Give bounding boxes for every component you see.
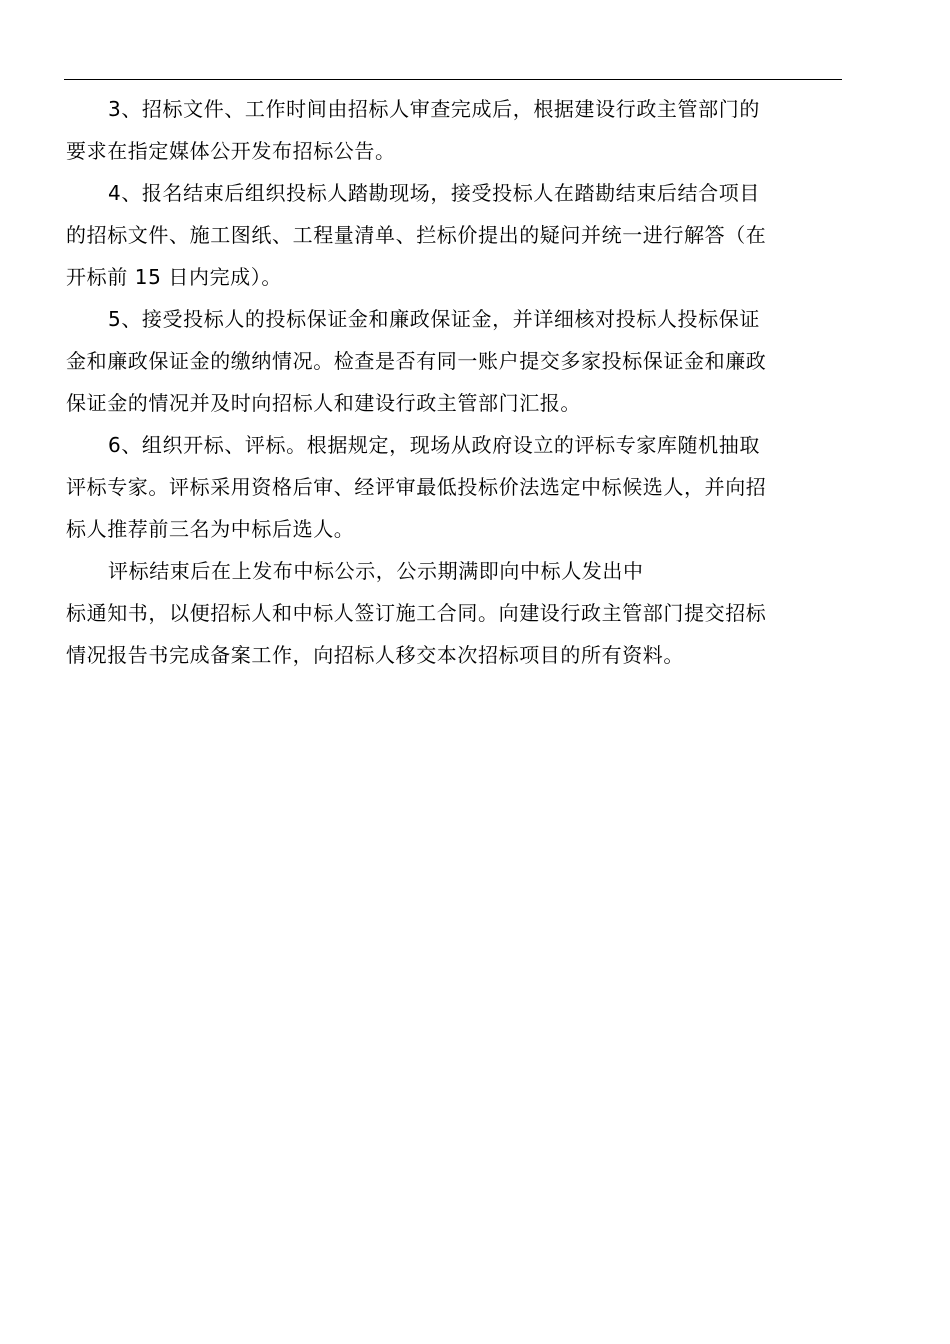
paragraph-item-6 bbox=[66, 424, 842, 550]
text-line: 评标结束后在上发布中标公示，公示期满即向中标人发出中 bbox=[108, 559, 644, 583]
paragraph-item-5 bbox=[66, 298, 842, 424]
text-line: 标通知书，以便招标人和中标人签订施工合同。向建设行政主管部门提交招标 bbox=[66, 601, 767, 625]
text-line: 情况报告书完成备案工作，向招标人移交本次招标项目的所有资料。 bbox=[66, 643, 684, 667]
text-line: 6、组织开标、评标。根据规定，现场从政府设立的评标专家库随机抽取 bbox=[108, 433, 760, 457]
text-line: 4、报名结束后组织投标人踏勘现场，接受投标人在踏勘结束后结合项目 bbox=[108, 181, 760, 205]
text-line: 金和廉政保证金的缴纳情况。检查是否有同一账户提交多家投标保证金和廉政 bbox=[66, 349, 767, 373]
text-line: 评标专家。评标采用资格后审、经评审最低投标价法选定中标候选人，并向招 bbox=[66, 475, 767, 499]
document-body bbox=[66, 88, 842, 676]
paragraph-item-3 bbox=[66, 88, 842, 172]
paragraph-item-4 bbox=[66, 172, 842, 298]
text-line: 保证金的情况并及时向招标人和建设行政主管部门汇报。 bbox=[66, 391, 581, 415]
header-rule bbox=[64, 79, 842, 80]
text-line: 的招标文件、施工图纸、工程量清单、拦标价提出的疑问并统一进行解答（在 bbox=[66, 223, 767, 247]
text-line: 开标前 15 日内完成）。 bbox=[66, 265, 282, 289]
paragraph-conclusion bbox=[66, 550, 842, 676]
text-line: 要求在指定媒体公开发布招标公告。 bbox=[66, 139, 396, 163]
text-line: 标人推荐前三名为中标后选人。 bbox=[66, 517, 355, 541]
text-line: 3、招标文件、工作时间由招标人审查完成后，根据建设行政主管部门的 bbox=[108, 97, 760, 121]
text-line: 5、接受投标人的投标保证金和廉政保证金，并详细核对投标人投标保证 bbox=[108, 307, 760, 331]
